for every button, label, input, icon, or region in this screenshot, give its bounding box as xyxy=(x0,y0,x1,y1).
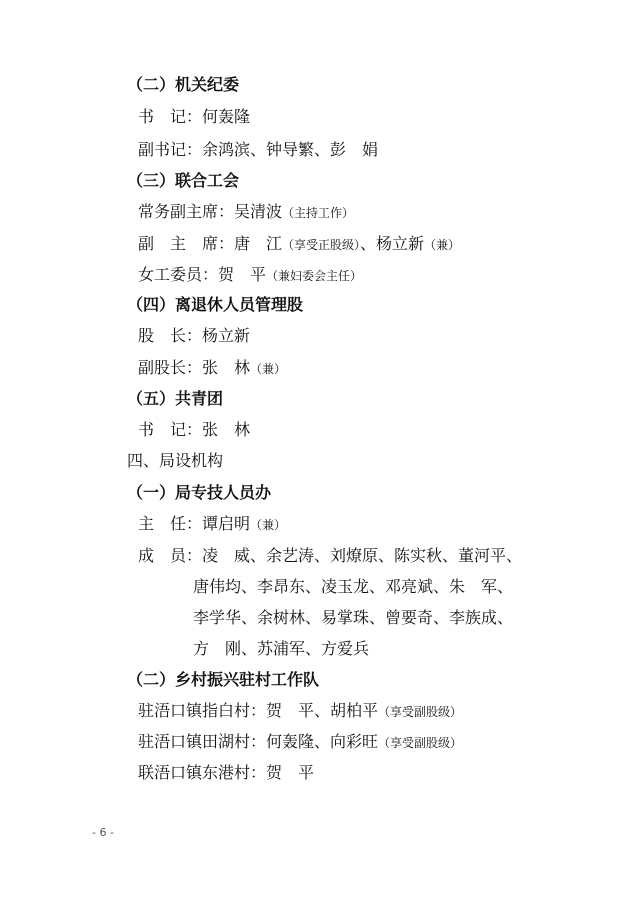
gonghui-fuzhuxi-text-b: 、杨立新 xyxy=(360,234,425,253)
lituixiu-fuguzhang-text: 副股长：张 林 xyxy=(138,358,251,377)
gonghui-changwu-line xyxy=(138,201,354,224)
gonghui-changwu-note: （主持工作） xyxy=(282,206,355,220)
section-heading-gonghui: （三）联合工会 xyxy=(127,171,240,190)
section-heading-jiwei: （二）机关纪委 xyxy=(127,75,240,94)
zhuanji-zhuren-text: 主 任：谭启明 xyxy=(138,514,251,533)
zhuanji-members-line-4: 方 刚、苏浦军、方爱兵 xyxy=(193,639,370,658)
section-heading-gongqingtuan: （五）共青团 xyxy=(127,389,224,408)
section-heading-lituixiu: （四）离退休人员管理股 xyxy=(127,295,304,314)
zhucun-tianhu-line xyxy=(138,731,462,754)
zhuanji-zhuren-line xyxy=(138,513,286,536)
zhuanji-members-line-2: 唐伟均、李昂东、凌玉龙、邓亮斌、朱 军、 xyxy=(193,577,514,596)
gonghui-fuzhuxi-note-2: （兼） xyxy=(424,238,461,252)
gonghui-nvgong-line xyxy=(138,264,362,287)
zhuanji-zhuren-note: （兼） xyxy=(250,518,287,532)
zhucun-tianhu-text: 驻浯口镇田湖村：何轰隆、向彩旺 xyxy=(138,732,379,751)
section-heading-zhuanji: （一）局专技人员办 xyxy=(127,483,272,502)
section-heading-zhucun: （二）乡村振兴驻村工作队 xyxy=(127,670,320,689)
gonghui-nvgong-note: （兼妇委会主任） xyxy=(266,269,363,283)
zhucun-tianhu-note: （享受副股级） xyxy=(378,736,463,750)
lituixiu-fuguzhang-line xyxy=(138,357,286,380)
zhucun-zhibai-note: （享受副股级） xyxy=(378,705,463,719)
gonghui-fuzhuxi-note-1: （享受正股级） xyxy=(282,238,361,252)
lituixiu-fuguzhang-note: （兼） xyxy=(250,362,287,376)
zhucun-donggang-line: 联浯口镇东港村：贺 平 xyxy=(138,763,315,782)
gonghui-nvgong-text: 女工委员：贺 平 xyxy=(138,265,267,284)
gonghui-fuzhuxi-text-a: 副 主 席：唐 江 xyxy=(138,234,283,253)
jiwei-fushuji-line: 副书记：余鸿滨、钟导繁、彭 娟 xyxy=(138,140,379,159)
zhucun-zhibai-line xyxy=(138,700,462,723)
zhucun-zhibai-text: 驻浯口镇指白村：贺 平、胡柏平 xyxy=(138,701,379,720)
page-number: - 6 - xyxy=(92,826,114,839)
part-heading-jugou: 四、局设机构 xyxy=(127,451,224,470)
zhuanji-members-line-1: 成 员：凌 威、余艺涛、刘燎原、陈实秋、董河平、 xyxy=(138,546,523,565)
gonghui-fuzhuxi-line xyxy=(138,233,460,256)
gongqingtuan-shuji-line: 书 记：张 林 xyxy=(138,420,251,439)
gonghui-changwu-text: 常务副主席：吴清波 xyxy=(138,202,283,221)
lituixiu-guzhang-line: 股 长：杨立新 xyxy=(138,326,251,345)
zhuanji-members-line-3: 李学华、余树林、易掌珠、曾要奇、李族成、 xyxy=(193,608,514,627)
jiwei-shuji-line: 书 记：何轰隆 xyxy=(138,107,251,126)
